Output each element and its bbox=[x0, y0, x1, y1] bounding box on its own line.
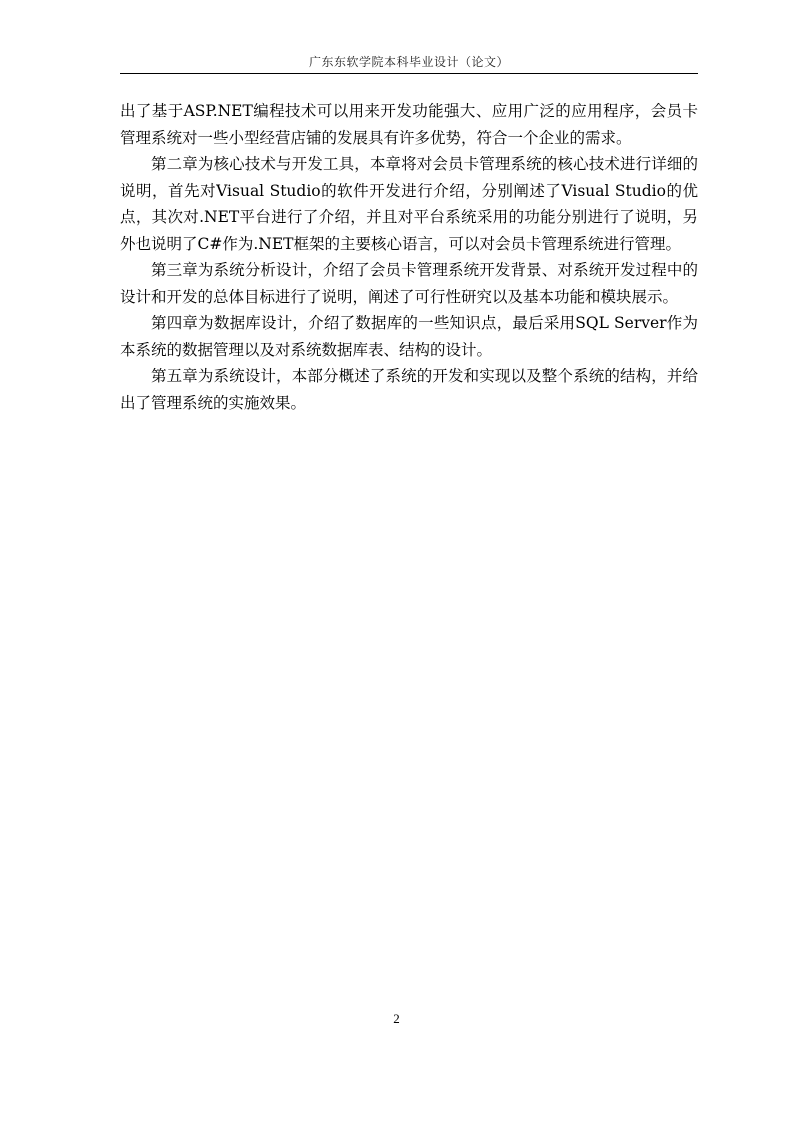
paragraph-chapter-3-summary: 第三章为系统分析设计，介绍了会员卡管理系统开发背景、对系统开发过程中的设计和开发的总体目标进行了说明，阐述了可行性研究以及基本功能和模块展示。 bbox=[120, 261, 698, 306]
page-number: 2 bbox=[393, 1011, 400, 1026]
paragraph-continued: 出了基于ASP.NET编程技术可以用来开发功能强大、应用广泛的应用程序，会员卡管理系统对一些小型经营店铺的发展具有许多优势，符合一个企业的需求。 bbox=[120, 102, 698, 147]
paragraph-chapter-4-summary: 第四章为数据库设计，介绍了数据库的一些知识点，最后采用SQL Server作为本系统的数据管理以及对系统数据库表、结构的设计。 bbox=[120, 314, 698, 359]
body-text bbox=[120, 98, 698, 416]
paragraph-chapter-2-summary: 第二章为核心技术与开发工具，本章将对会员卡管理系统的核心技术进行详细的说明，首先对Visual Studio的软件开发进行介绍，分别阐述了Visual Studio的优点，其次对.NET平台进行了介绍，并且对平台系统采用的功能分别进行了说明，另外也说明了C#作为.NET框架的主要核心语言，可以对会员卡管理系统进行管理。 bbox=[120, 155, 698, 253]
header-divider bbox=[120, 73, 698, 74]
paragraph-chapter-5-summary: 第五章为系统设计，本部分概述了系统的开发和实现以及整个系统的结构，并给出了管理系统的实施效果。 bbox=[120, 367, 698, 412]
page-header: 广东东软学院本科毕业设计（论文） bbox=[308, 55, 509, 69]
